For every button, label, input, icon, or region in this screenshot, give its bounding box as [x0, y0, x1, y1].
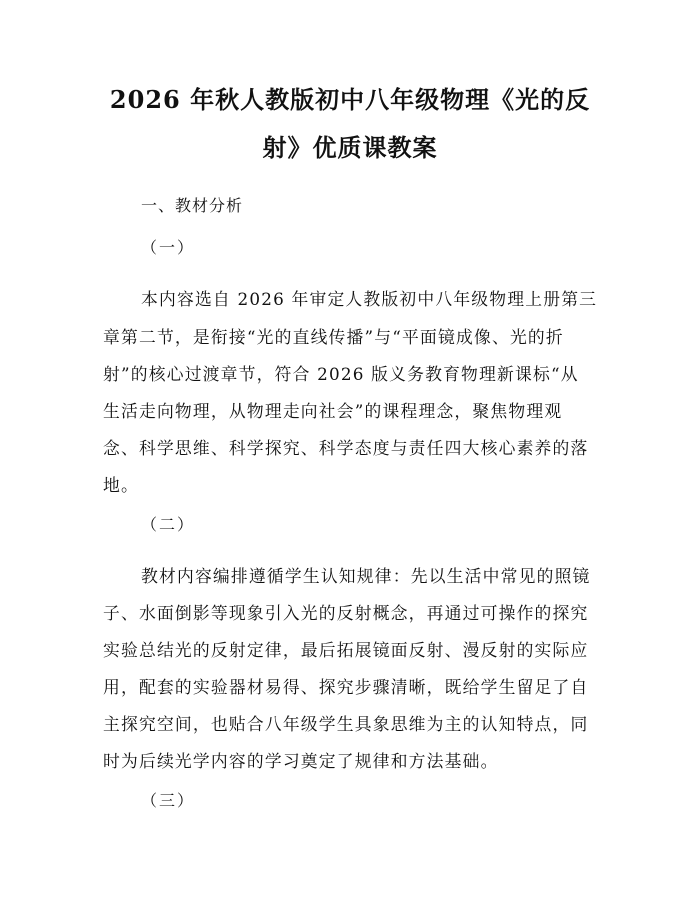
- section-heading: 一、教材分析: [141, 196, 244, 215]
- paragraph-2-line: 子、水面倒影等现象引入光的反射概念，再通过可操作的探究: [103, 603, 589, 623]
- paragraph-2-line: 用，配套的实验器材易得、探究步骤清晰，既给学生留足了自: [103, 677, 589, 697]
- paragraph-1-line: 生活走向物理，从物理走向社会”的课程理念，聚焦物理观: [103, 401, 563, 421]
- paragraph-2-line: 时为后续光学内容的学习奠定了规律和方法基础。: [103, 751, 499, 771]
- document-title-line-1: 2026 年秋人教版初中八年级物理《光的反: [109, 85, 591, 114]
- paragraph-1-line: 本内容选自 2026 年审定人教版初中八年级物理上册第三: [141, 289, 598, 309]
- paragraph-1-line: 地。: [103, 475, 139, 495]
- paragraph-2-line: 教材内容编排遵循学生认知规律：先以生活中常见的照镜: [141, 566, 591, 586]
- paragraph-1-line: 章第二节，是衔接“光的直线传播”与“平面镜成像、光的折: [103, 327, 564, 347]
- document-title-line-2: 射》优质课教案: [262, 133, 438, 162]
- paragraph-1-line: 射”的核心过渡章节，符合 2026 版义务教育物理新课标“从: [103, 364, 579, 384]
- paragraph-2-line: 主探究空间，也贴合八年级学生具象思维为主的认知特点，同: [103, 714, 589, 734]
- paragraph-2-line: 实验总结光的反射定律，最后拓展镜面反射、漫反射的实际应: [103, 640, 589, 660]
- paragraph-1-line: 念、科学思维、科学探究、科学态度与责任四大核心素养的落: [103, 438, 589, 458]
- subsection-label-3: （三）: [141, 791, 196, 810]
- subsection-label-1: （一）: [141, 238, 196, 257]
- subsection-label-2: （二）: [141, 515, 196, 534]
